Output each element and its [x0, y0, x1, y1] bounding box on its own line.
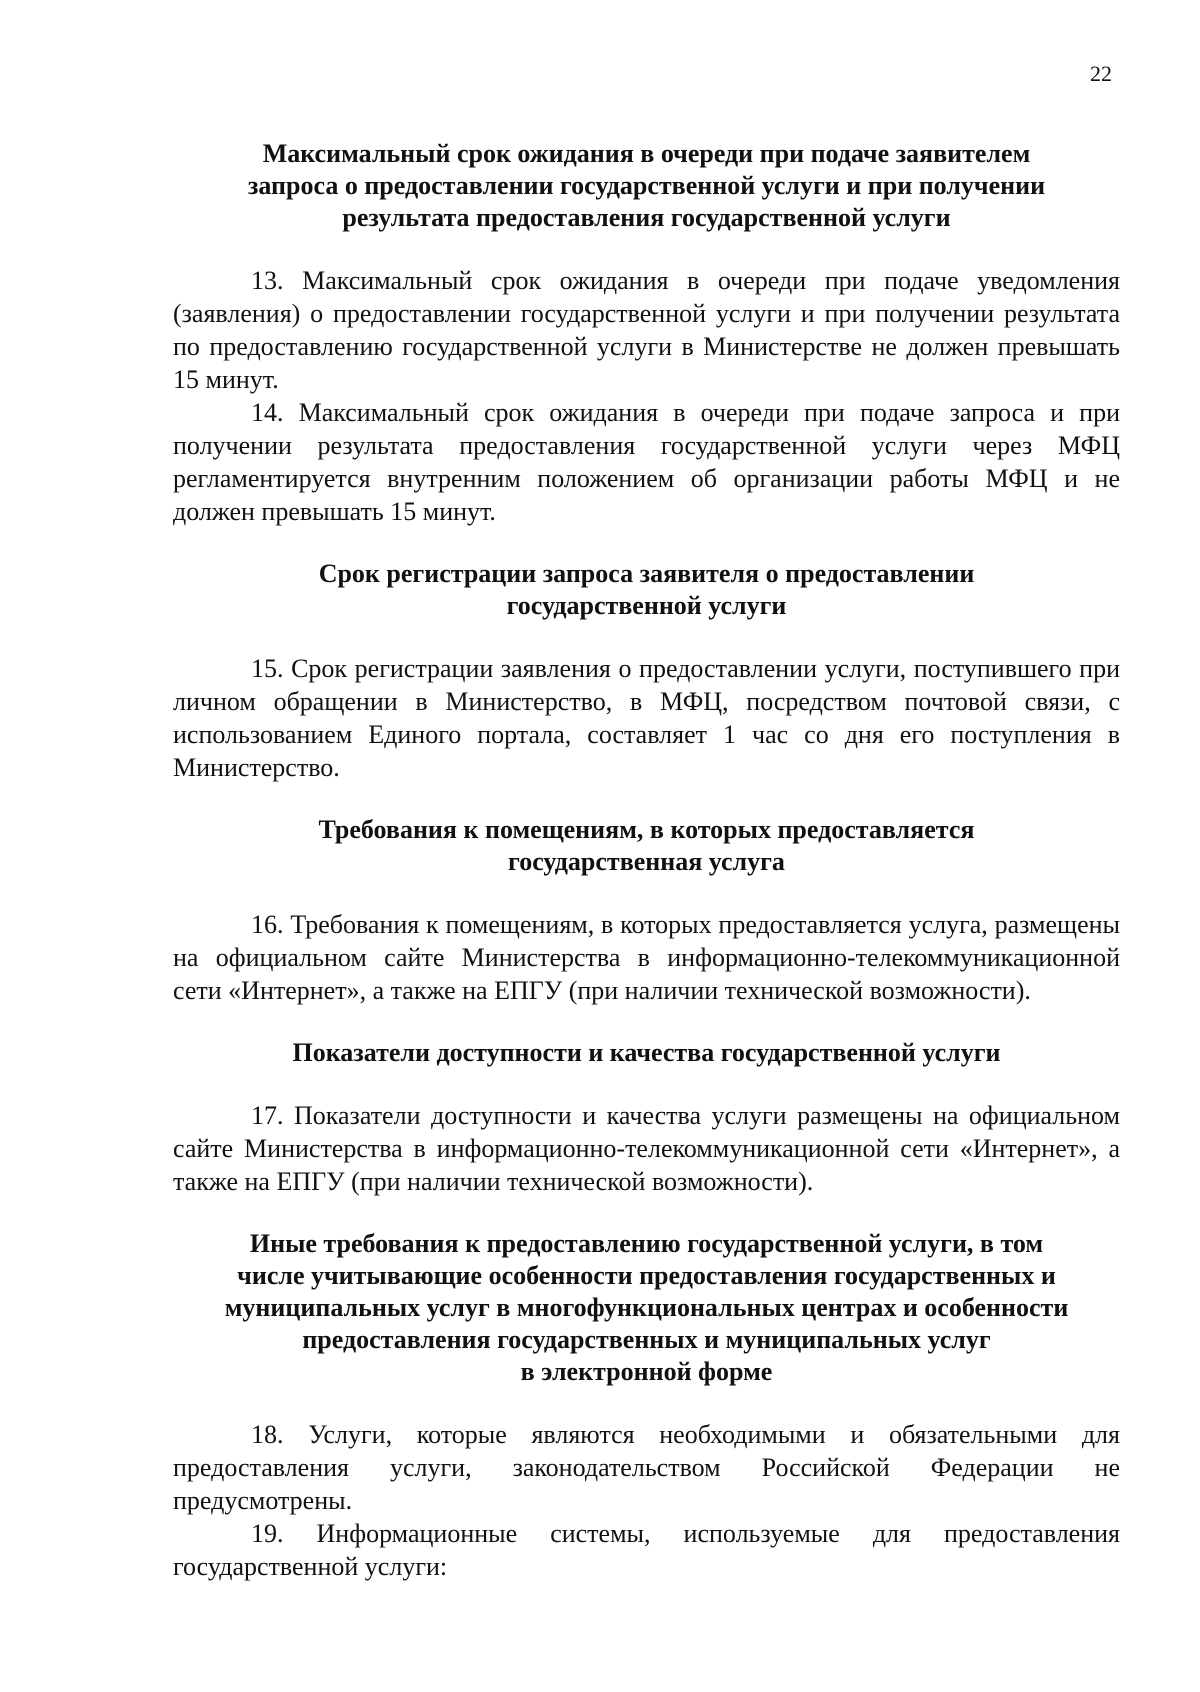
- paragraph-17: 17. Показатели доступности и качества услуги размещены на официальном сайте Министерства в информационно-телекоммуникационной сети «Интернет», а также на ЕПГУ (при наличии технической возможности).: [173, 1101, 1120, 1196]
- paragraph-14: 14. Максимальный срок ожидания в очереди при подаче запроса и при получении результата предоставления государственной услуги через МФЦ регламентируется внутренним положением об организации работы МФЦ и не должен превышать 15 минут.: [173, 398, 1120, 526]
- paragraph-19: 19. Информационные системы, используемые для предоставления государственной услуги:: [173, 1519, 1120, 1581]
- paragraph-16: 16. Требования к помещениям, в которых предоставляется услуга, размещены на официальном сайте Министерства в информационно-телекоммуникационной сети «Интернет», а также на ЕПГУ (при наличии технической возможности).: [173, 910, 1120, 1005]
- section-heading-quality-indicators: Показатели доступности и качества государственной услуги: [292, 1038, 1001, 1067]
- section-heading-queue-wait: Максимальный срок ожидания в очереди при подаче заявителем запроса о предоставлении государственной услуги и при получении результата предоставления государственной услуги: [247, 139, 1046, 232]
- section-heading-premises-requirements: Требования к помещениям, в которых предоставляется государственная услуга: [318, 815, 975, 876]
- paragraph-15: 15. Срок регистрации заявления о предоставлении услуги, поступившего при личном обращении в Министерство, в МФЦ, посредством почтовой связи, с использованием Единого портала, составляет 1 час со дня его поступления в Министерство.: [173, 654, 1120, 782]
- paragraph-13: 13. Максимальный срок ожидания в очереди при подаче уведомления (заявления) о предоставлении государственной услуги и при получении результата по предоставлению государственной услуги в Министерстве не должен превышать 15 минут.: [173, 266, 1120, 394]
- section-heading-other-requirements: Иные требования к предоставлению государственной услуги, в том числе учитывающие особенности предоставления государственных и муниципальных услуг в многофункциональных центрах и особенности предоставления государственных и муниципальных услуг в электронной форме: [224, 1229, 1069, 1386]
- document-body: [173, 138, 1120, 1583]
- section-heading-registration-term: Срок регистрации запроса заявителя о предоставлении государственной услуги: [318, 559, 975, 620]
- paragraph-18: 18. Услуги, которые являются необходимыми и обязательными для предоставления услуги, законодательством Российской Федерации не предусмотрены.: [173, 1420, 1120, 1515]
- page-number: 22: [1090, 61, 1112, 86]
